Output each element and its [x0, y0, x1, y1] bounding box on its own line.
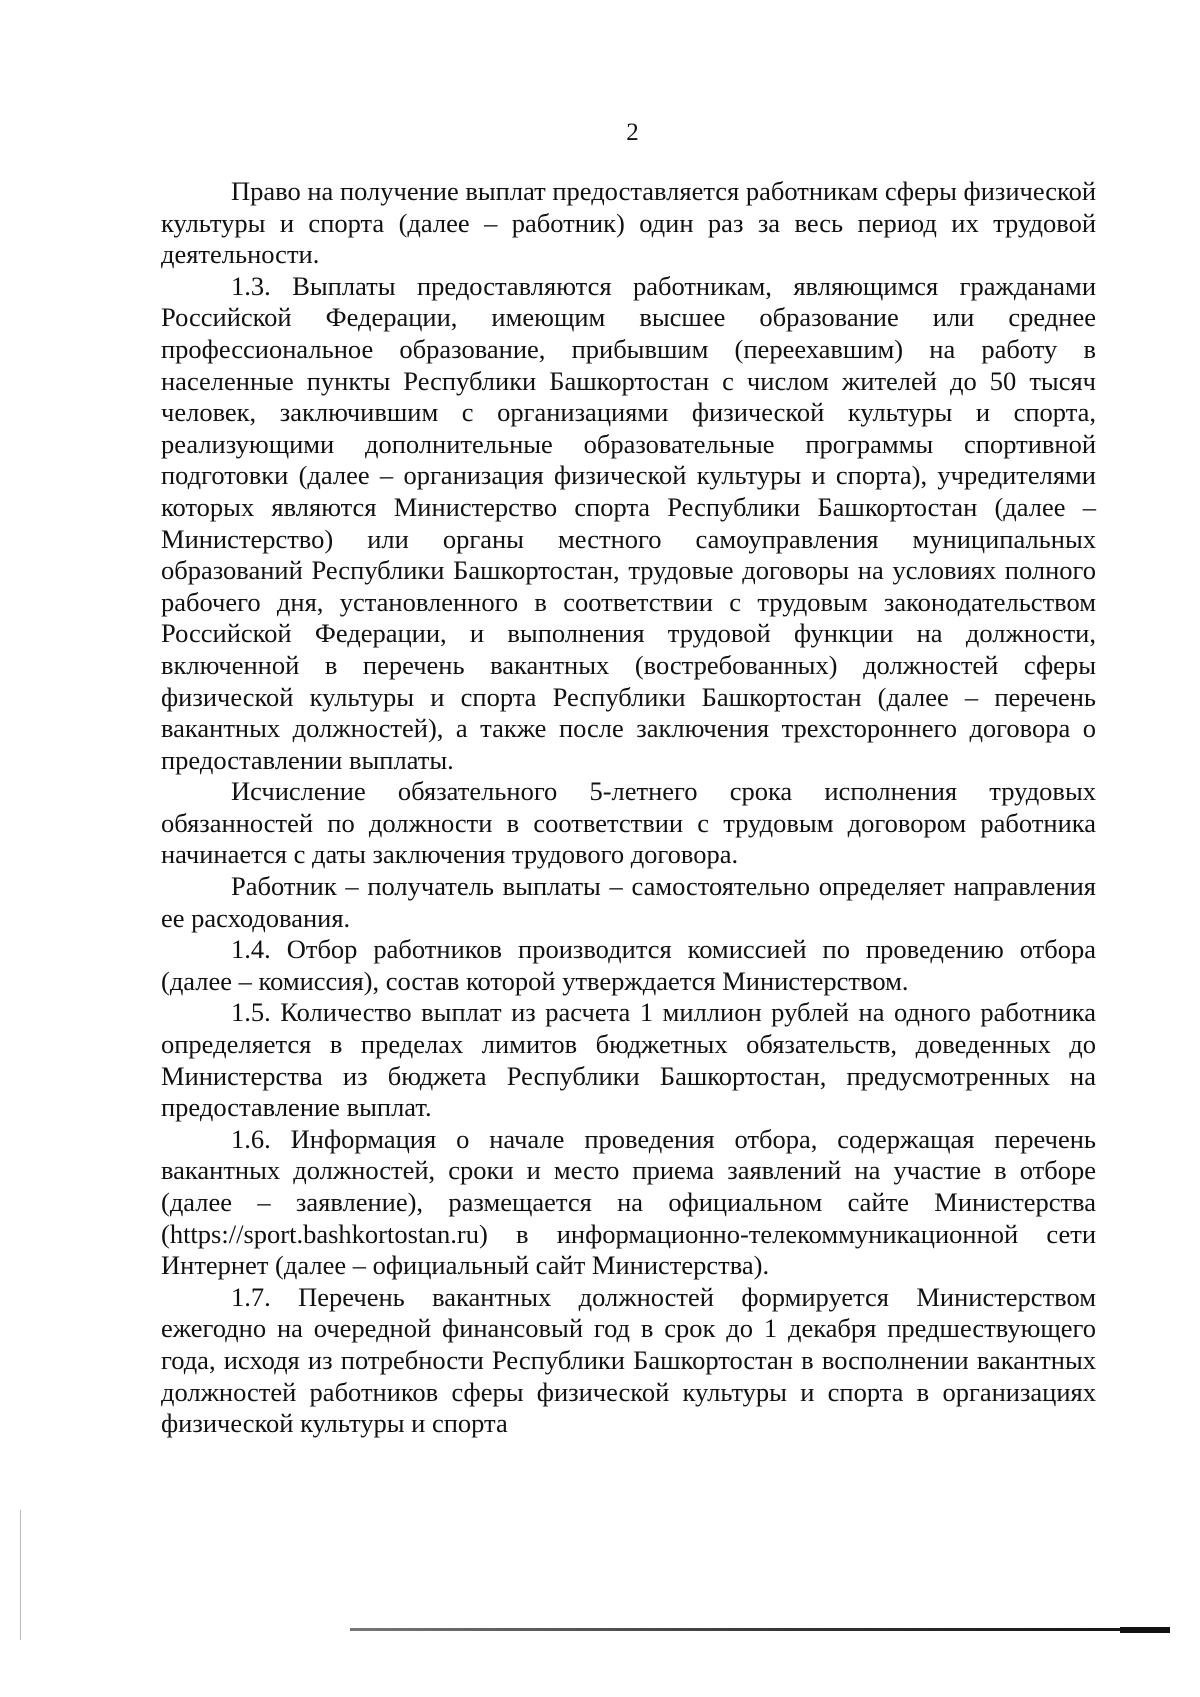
scan-edge-mark: [20, 1510, 21, 1640]
paragraph-eligibility: Право на получение выплат предоставляется работникам сферы физической культуры и спорта (далее – работник) один раз за весь период их трудовой деятельности.: [161, 176, 1096, 270]
paragraph-term-calculation: Исчисление обязательного 5-летнего срока исполнения трудовых обязанностей по должности в соответствии с трудовым договором работника начинается с даты заключения трудового договора.: [161, 776, 1096, 870]
scan-bottom-line: [350, 1628, 1170, 1631]
page-number: 2: [626, 119, 639, 146]
document-body: [161, 176, 1096, 1440]
paragraph-spending: Работник – получатель выплаты – самостоятельно определяет направления ее расходования.: [161, 871, 1096, 933]
scan-bottom-line-end: [1120, 1627, 1170, 1633]
paragraph-1-6: 1.6. Информация о начале проведения отбора, содержащая перечень вакантных должностей, сроки и место приема заявлений на участие в отборе (далее – заявление), размещается на официальном сайте Министерства (https://sport.bashkortostan.ru) в информационно-телекоммуникационной сети Интернет (далее – официальный сайт Министерства).: [161, 1123, 1096, 1281]
paragraph-1-3: 1.3. Выплаты предоставляются работникам, являющимся гражданами Российской Федерации, имеющим высшее образование или среднее профессиональное образование, прибывшим (переехавшим) на работу в населенные пункты Республики Башкортостан с числом жителей до 50 тысяч человек, заключившим с организациями физической культуры и спорта, реализующими дополнительные образовательные программы спортивной подготовки (далее – организация физической культуры и спорта), учредителями которых являются Министерство спорта Республики Башкортостан (далее – Министерство) или органы местного самоуправления муниципальных образований Республики Башкортостан, трудовые договоры на условиях полного рабочего дня, установленного в соответствии с трудовым законодательством Российской Федерации, и выполнения трудовой функции на должности, включенной в перечень вакантных (востребованных) должностей сферы физической культуры и спорта Республики Башкортостан (далее – перечень вакантных должностей), а также после заключения трехстороннего договора о предоставлении выплаты.: [161, 270, 1096, 775]
paragraph-1-7: 1.7. Перечень вакантных должностей формируется Министерством ежегодно на очередной финансовый год в срок до 1 декабря предшествующего года, исходя из потребности Республики Башкортостан в восполнении вакантных должностей работников сферы физической культуры и спорта в организациях физической культуры и спорта: [161, 1281, 1096, 1439]
paragraph-1-5: 1.5. Количество выплат из расчета 1 миллион рублей на одного работника определяется в пределах лимитов бюджетных обязательств, доведенных до Министерства из бюджета Республики Башкортостан, предусмотренных на предоставление выплат.: [161, 997, 1096, 1123]
paragraph-1-4: 1.4. Отбор работников производится комиссией по проведению отбора (далее – комиссия), состав которой утверждается Министерством.: [161, 934, 1096, 996]
